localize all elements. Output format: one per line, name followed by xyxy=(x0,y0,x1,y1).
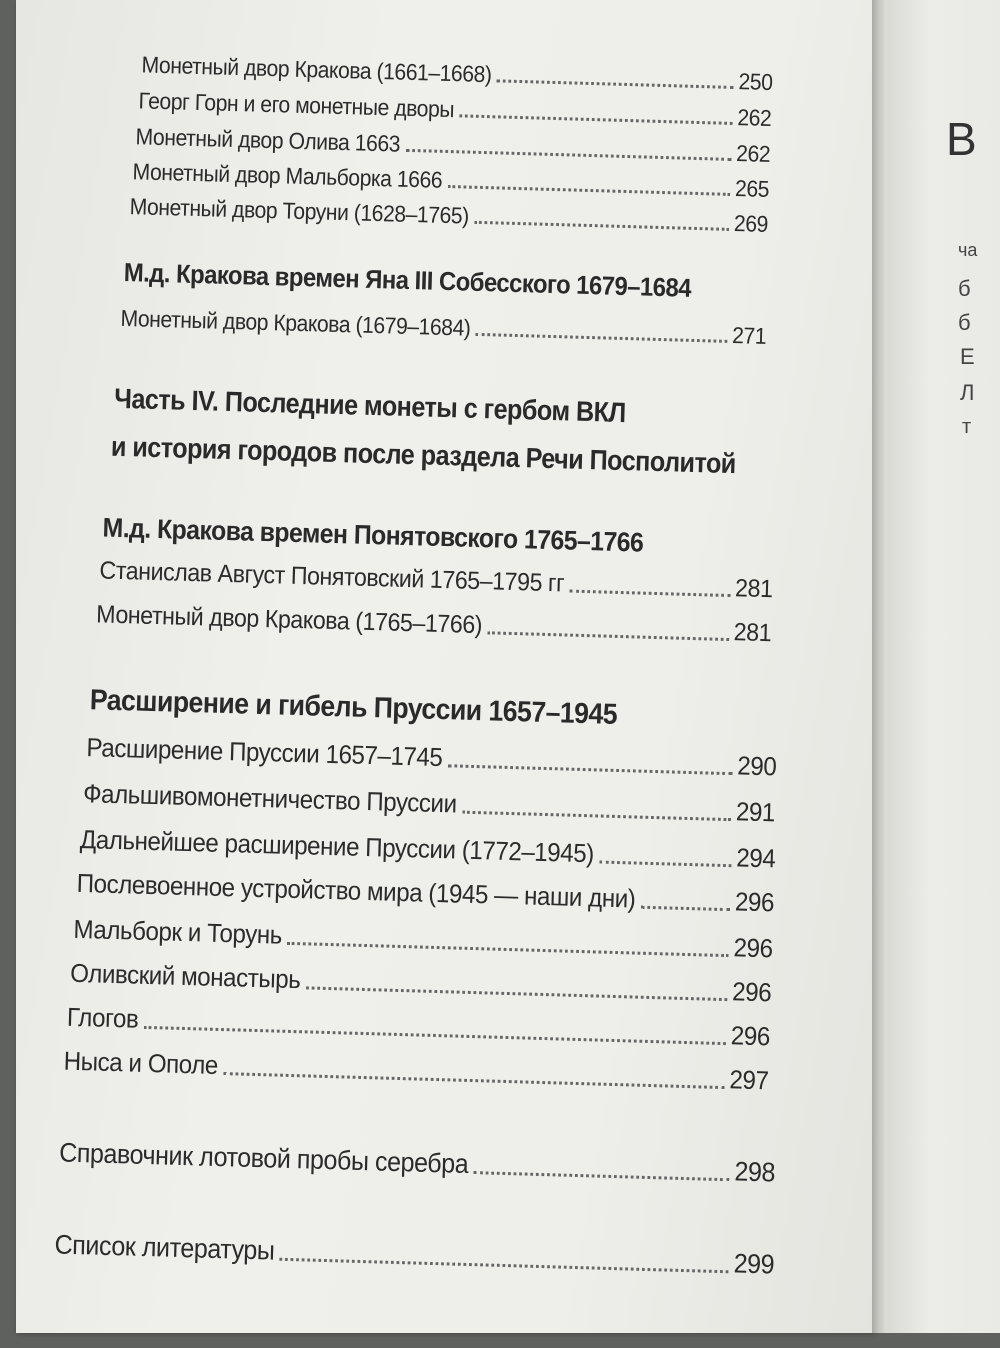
toc-entry-title: Послевоенное устройство мира (1945 — наши дни) xyxy=(76,867,636,914)
toc-entry xyxy=(73,914,773,965)
toc-entry-title: Мальборк и Торунь xyxy=(73,913,283,950)
toc-entry xyxy=(63,1046,769,1097)
toc-entry-page: 296 xyxy=(731,976,772,1008)
toc-entry-page: 290 xyxy=(736,750,777,782)
toc-entry-title: Оливский монастырь xyxy=(69,957,301,995)
dot-leader xyxy=(447,185,730,196)
toc-entry xyxy=(120,305,766,350)
dot-leader xyxy=(405,149,731,161)
dot-leader xyxy=(287,942,729,957)
dot-leader xyxy=(462,811,731,822)
toc-entry-page: 298 xyxy=(734,1156,776,1188)
section-heading: Расширение и гибель Пруссии 1657–1945 xyxy=(89,684,618,731)
dot-leader xyxy=(459,114,732,125)
toc-entry-title: Монетный двор Кракова (1679–1684) xyxy=(120,304,471,341)
toc-entry-page: 296 xyxy=(734,886,775,918)
dot-leader xyxy=(474,221,729,231)
toc-entry-title: Георг Горн и его монетные дворы xyxy=(138,87,455,123)
right-page-text-fragment: Е xyxy=(960,344,975,369)
toc-entry-title: Расширение Пруссии 1657–1745 xyxy=(86,732,443,773)
part-heading-line-1: Часть IV. Последние монеты с гербом ВКЛ xyxy=(113,382,627,429)
toc-entry xyxy=(70,958,772,1009)
dot-leader xyxy=(497,79,734,89)
dot-leader xyxy=(569,590,730,597)
toc-entry xyxy=(76,868,774,918)
toc-entry-title: Дальнейшее расширение Пруссии (1772–1945) xyxy=(79,824,595,869)
toc-entry xyxy=(80,824,776,874)
toc-entry-page: 271 xyxy=(731,322,767,349)
toc-entry-title: Монетный двор Кракова (1661–1668) xyxy=(141,51,492,88)
dot-leader xyxy=(144,1026,726,1045)
dot-leader xyxy=(487,631,729,641)
right-page-text-fragment: Л xyxy=(960,380,975,405)
toc-entry-page: 262 xyxy=(735,140,771,168)
toc-entry-page: 281 xyxy=(733,618,772,648)
right-page-heading-fragment: В xyxy=(946,113,977,165)
toc-entry-page: 297 xyxy=(729,1064,769,1096)
toc-entry xyxy=(86,732,777,782)
toc-entry-page: 269 xyxy=(733,210,769,237)
toc-entry-page: 291 xyxy=(735,796,776,828)
toc-entry-page: 262 xyxy=(737,104,772,132)
section-heading: М.д. Кракова времен Яна III Собесского 1679–1684 xyxy=(123,257,692,303)
toc-entry-title: Справочник лотовой пробы серебра xyxy=(58,1137,469,1179)
toc-entry xyxy=(59,1138,776,1189)
right-page-text-fragment: ча xyxy=(958,240,978,260)
toc-entry xyxy=(67,1002,771,1053)
dot-leader xyxy=(474,1171,730,1181)
section-heading: М.д. Кракова времен Понятовского 1765–1766 xyxy=(102,512,644,558)
toc-entry xyxy=(54,1229,774,1280)
toc-entry-title: Фальшивомонетничество Пруссии xyxy=(82,778,458,819)
toc-entry-page: 250 xyxy=(738,68,773,96)
toc-entry-page: 296 xyxy=(730,1020,771,1052)
toc-entry xyxy=(83,778,776,828)
part-heading-line-2: и история городов после раздела Речи Посполитой xyxy=(110,430,737,480)
right-page-text-fragment: б xyxy=(958,276,971,301)
dot-leader xyxy=(599,861,731,868)
dot-leader xyxy=(306,986,728,1001)
right-page-text-fragment: т xyxy=(962,416,972,438)
toc-entry-title: Глогов xyxy=(66,1001,139,1034)
toc-entry-page: 294 xyxy=(735,842,776,874)
toc-entry xyxy=(99,556,773,604)
toc-entry-title: Монетный двор Торуни (1628–1765) xyxy=(129,193,470,229)
toc-entry xyxy=(96,600,772,648)
dot-leader xyxy=(476,333,728,343)
dot-leader xyxy=(280,1258,729,1274)
toc-entry-title: Станислав Август Понятовский 1765–1795 гг xyxy=(99,556,565,598)
dot-leader xyxy=(223,1072,725,1089)
toc-entry-title: Монетный двор Олива 1663 xyxy=(135,123,401,157)
toc-entry-title: Ныса и Ополе xyxy=(63,1045,219,1080)
toc-entry-page: 296 xyxy=(733,932,773,964)
toc-entry-page: 265 xyxy=(734,175,770,202)
toc-entry-title: Список литературы xyxy=(54,1229,275,1266)
dot-leader xyxy=(448,764,733,775)
toc-entry-title: Монетный двор Мальборка 1666 xyxy=(132,158,443,193)
toc-entry-page: 281 xyxy=(734,574,773,604)
toc-entry-page: 299 xyxy=(733,1248,775,1280)
right-page-text-fragment: б xyxy=(958,310,971,335)
dot-leader xyxy=(641,906,731,911)
toc-entry-title: Монетный двор Кракова (1765–1766) xyxy=(95,600,483,640)
